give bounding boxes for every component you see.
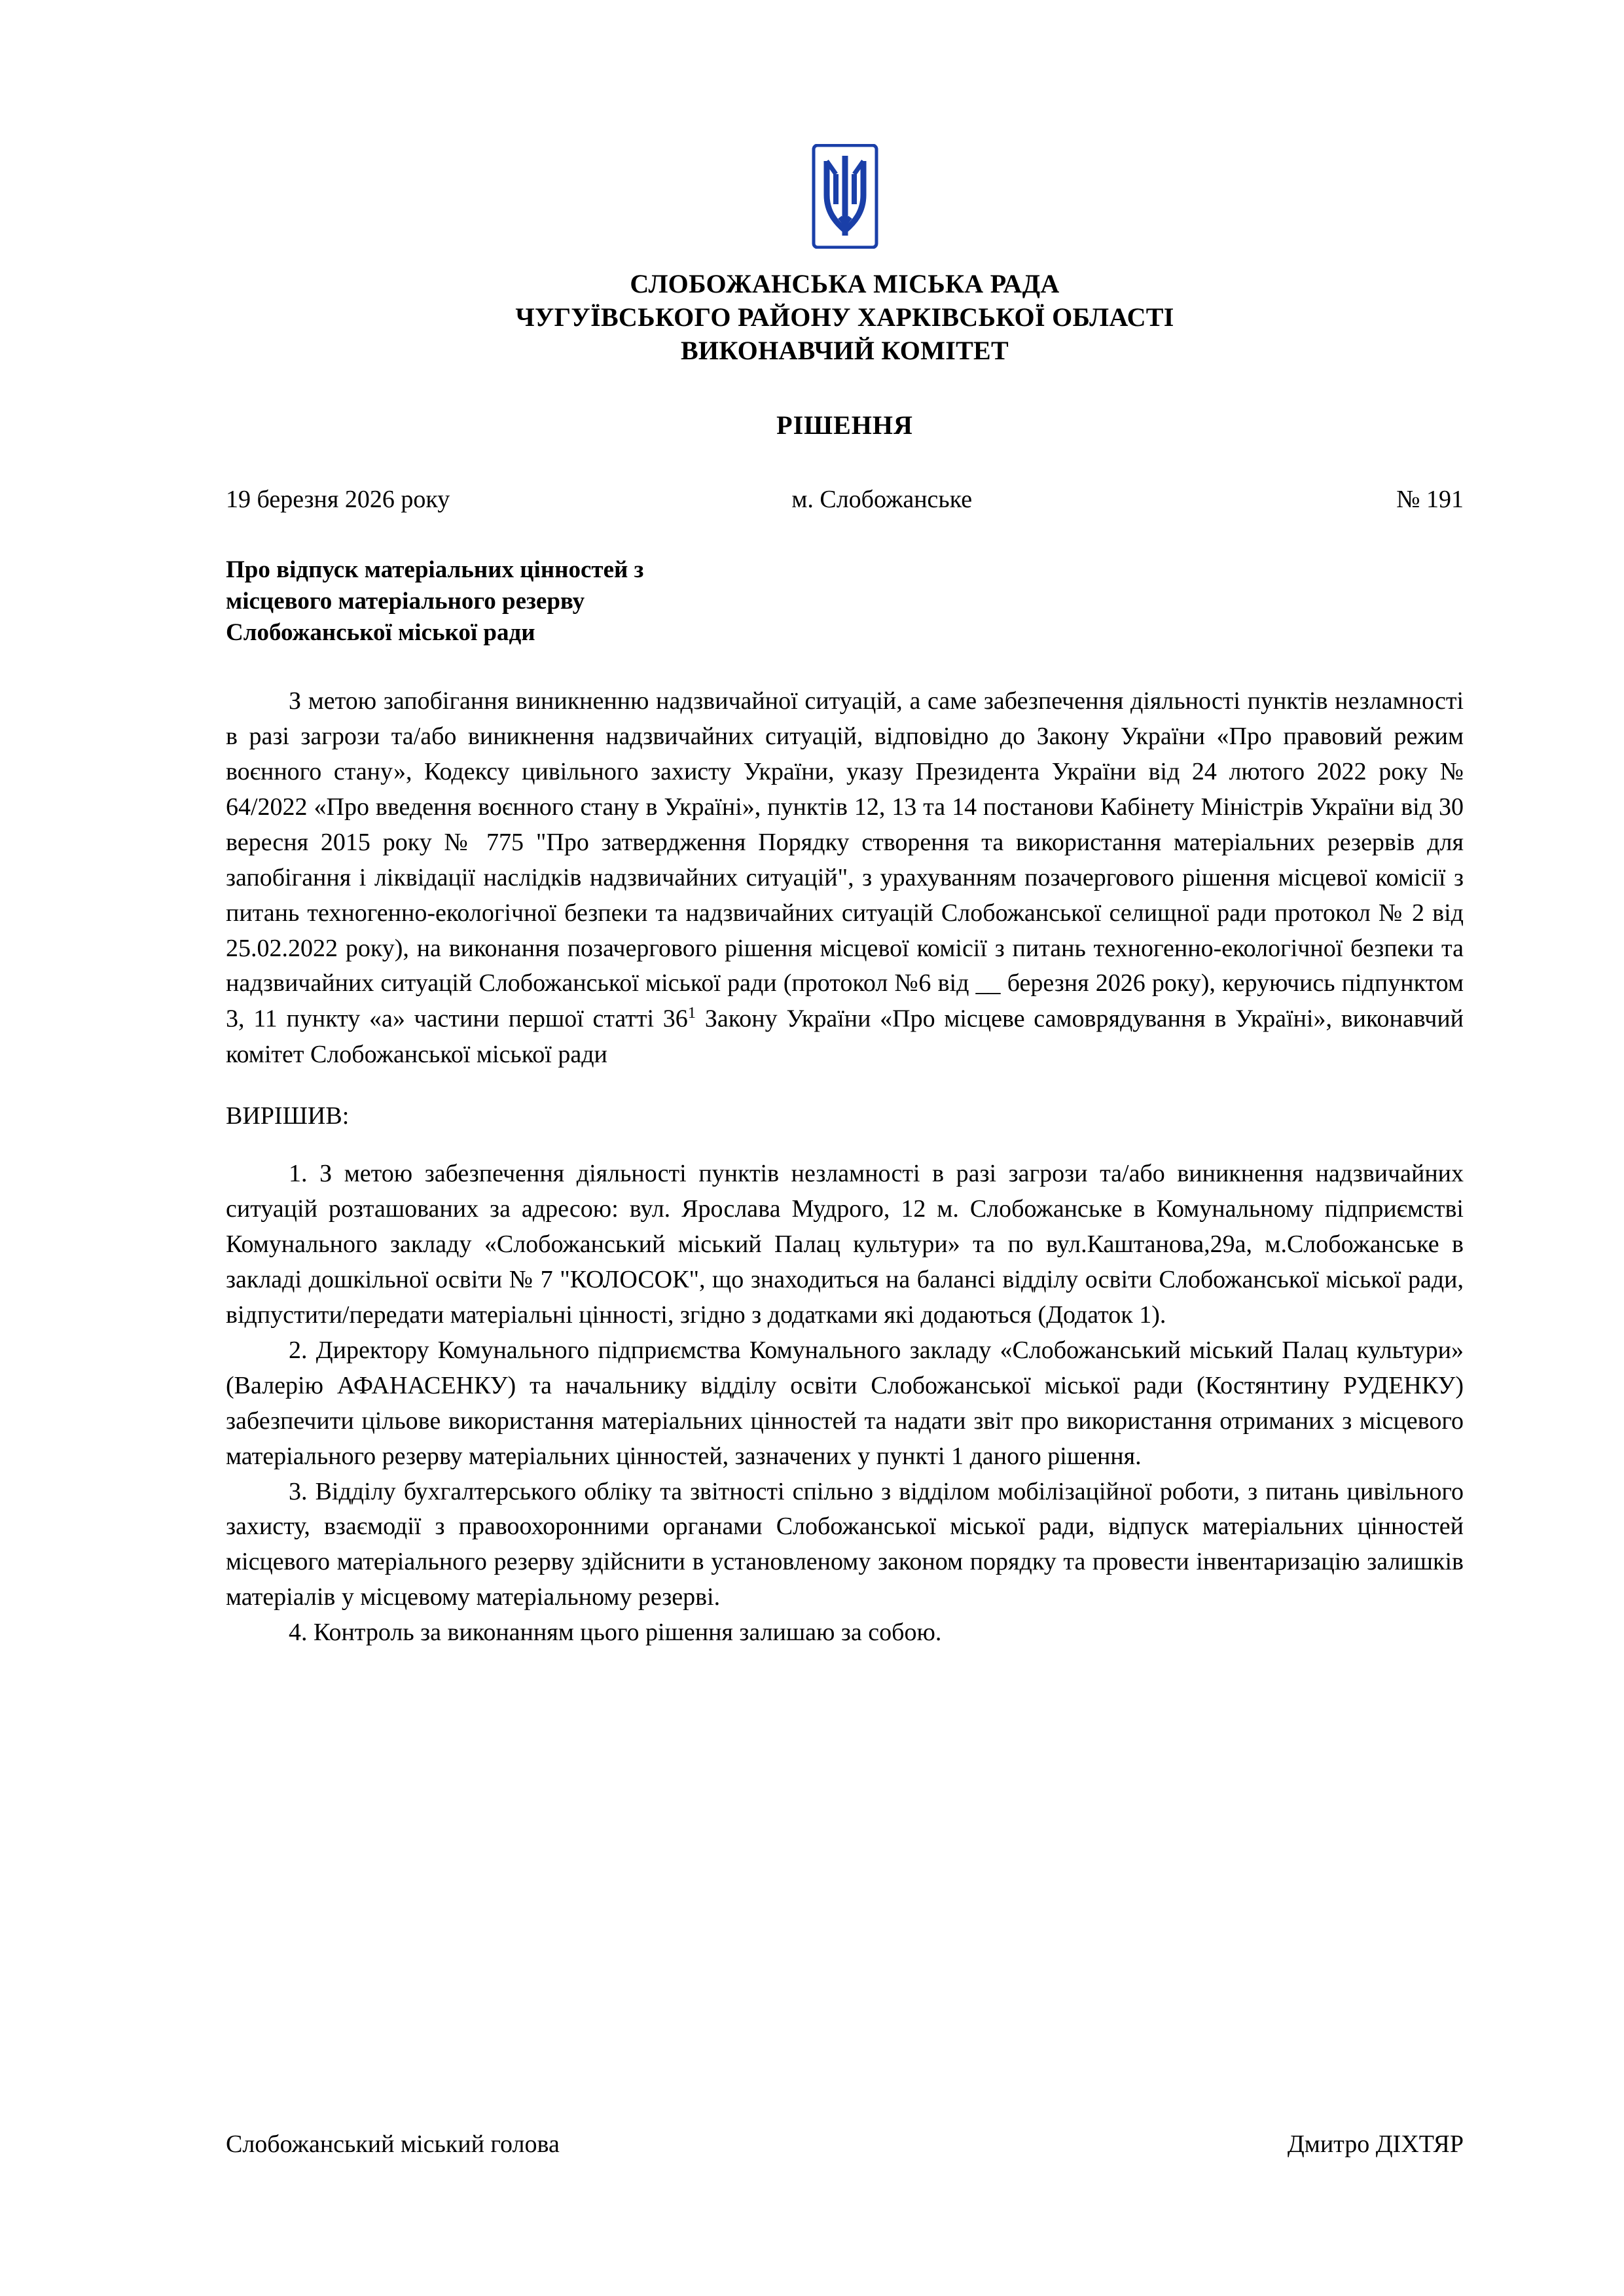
document-type-title: РІШЕННЯ <box>776 410 913 440</box>
document-meta-row <box>226 485 1464 514</box>
document-date: 19 березня 2026 року <box>226 485 450 513</box>
organization-header <box>226 267 1464 368</box>
preamble-paragraph <box>226 684 1464 1073</box>
org-line-2: ЧУГУЇВСЬКОГО РАЙОНУ ХАРКІВСЬКОЇ ОБЛАСТІ <box>515 302 1174 332</box>
preamble-superscript: 1 <box>687 1004 696 1022</box>
decision-item-2: 2. Директору Комунального підприємства Комунального закладу «Слобожанський міський Палац культури» (Валерію АФАНАСЕНКУ) та начальнику відділу освіти Слобожанської міської ради (Костянтину РУДЕНКУ) забезпечити цільове використання матеріальних цінностей та надати звіт про використання отриманих з місцевого матеріального резерву матеріальних цінностей, зазначених у пункті 1 даного рішення. <box>226 1336 1464 1470</box>
decision-item-1: 1. З метою забезпечення діяльності пунктів незламності в разі загрози та/або виникнення надзвичайних ситуацій розташованих за адресою: вул. Ярослава Мудрого, 12 м. Слобожанське в Комунальному підприємстві Комунального закладу «Слобожанський міський Палац культури» та по вул.Каштанова,29а, м.Слобожанське в закладі дошкільної освіти № 7 "КОЛОСОК", що знаходиться на балансі відділу освіти Слобожанської міської ради, відпустити/передати матеріальні цінності, згідно з додатками які додаються (Додаток 1). <box>226 1159 1464 1329</box>
document-place: м. Слобожанське <box>791 485 973 513</box>
document-subject <box>226 554 1464 649</box>
decision-item-4: 4. Контроль за виконанням цього рішення залишаю за собою. <box>289 1619 942 1647</box>
org-line-3: ВИКОНАВЧИЙ КОМІТЕТ <box>680 336 1009 366</box>
decision-items <box>226 1157 1464 1651</box>
document-number: № 191 <box>1396 485 1464 513</box>
decision-item-3: 3. Відділу бухгалтерського обліку та звітності спільно з відділом мобілізаційної роботи, з питань цивільного захисту, взаємодії з правоохоронними органами Слобожанської міської ради, відпуск матеріальних цінностей місцевого матеріального резерву здійснити в установленому законом порядку та провести інвентаризацію залишків матеріалів у місцевому матеріальному резерві. <box>226 1477 1464 1611</box>
signature-block <box>226 2130 1464 2159</box>
subject-line-1: Про відпуск матеріальних цінностей з <box>226 556 644 583</box>
preamble-text-tail: Закону України «Про місцеве самоврядування в Україні», виконавчий комітет Слобожанської міської ради <box>226 1005 1464 1069</box>
signatory-position: Слобожанський міський голова <box>226 2130 560 2158</box>
org-line-1: СЛОБОЖАНСЬКА МІСЬКА РАДА <box>630 269 1060 298</box>
subject-line-3: Слобожанської міської ради <box>226 619 535 646</box>
preamble-block <box>226 684 1464 1134</box>
decision-word: ВИРІШИВ: <box>226 1102 350 1130</box>
subject-line-2: місцевого матеріального резерву <box>226 587 585 615</box>
ukraine-trident-emblem <box>811 144 879 249</box>
emblem-container <box>226 144 1464 249</box>
signatory-name: Дмитро ДІХТЯР <box>1287 2130 1464 2158</box>
preamble-text: З метою запобігання виникненню надзвичайної ситуацій, а саме забезпечення діяльності пунктів незламності в разі загрози та/або виникнення надзвичайних ситуацій, відповідно до Закону України «Про правовий режим воєнного стану», Кодексу цивільного захисту України, указу Президента України від 24 лютого 2022 року № 64/2022 «Про введення воєнного стану в Україні», пунктів 12, 13 та 14 постанови Кабінету Міністрів України від 30 вересня 2015 року № 775 "Про затвердження Порядку створення та використання матеріальних резервів для запобігання і ліквідації наслідків надзвичайних ситуацій", з урахуванням позачергового рішення місцевої комісії з питань техногенно-екологічної безпеки та надзвичайних ситуацій Слобожанської селищної ради протокол № 2 від 25.02.2022 року), на виконання позачергового рішення місцевої комісії з питань техногенно-екологічної безпеки та надзвичайних ситуацій Слобожанської міської ради (протокол №6 від __ березня 2026 року), керуючись підпунктом 3, 11 пункту «а» частини першої статті 36 <box>226 687 1464 1033</box>
